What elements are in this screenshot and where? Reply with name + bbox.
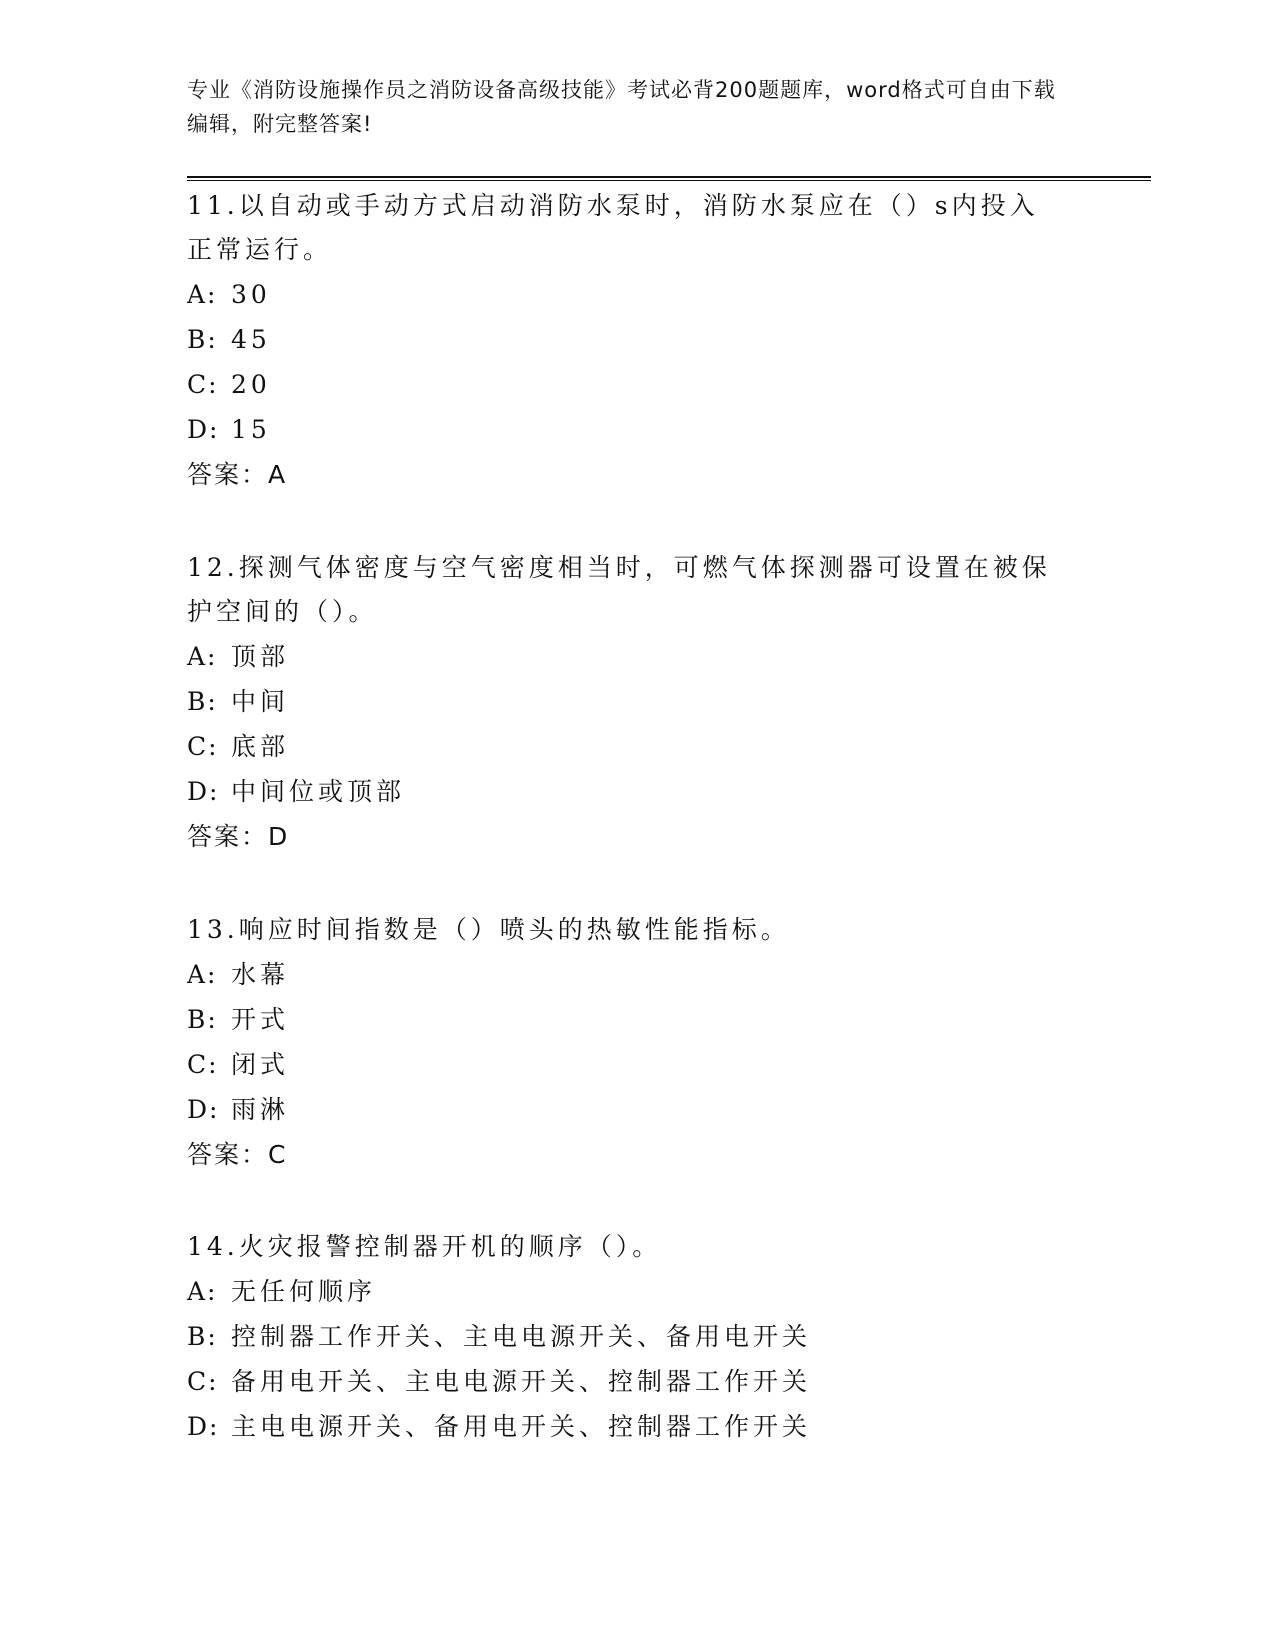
question-stem: 11.以自动或手动方式启动消防水泵时，消防水泵应在（）s内投入正常运行。 [187, 191, 1039, 264]
option-letter: C: [187, 370, 219, 399]
option-letter: B: [187, 325, 218, 354]
question-stem: 14.火灾报警控制器开机的顺序（）。 [187, 1232, 662, 1261]
option-letter: A: [187, 642, 218, 671]
option-text: 顶部 [231, 642, 290, 671]
option-letter: B: [187, 1005, 218, 1034]
option-text: 中间 [231, 687, 290, 716]
option-text: 无任何顺序 [231, 1277, 377, 1306]
option-letter: C: [187, 732, 219, 761]
option-d [187, 1404, 1067, 1449]
question-stem: 13.响应时间指数是（）喷头的热敏性能指标。 [187, 915, 790, 944]
answer-line: 答案：D [187, 822, 290, 851]
question-14 [187, 1225, 1067, 1449]
question-12 [187, 546, 1067, 859]
option-letter: D: [187, 777, 220, 806]
option-a [187, 634, 1067, 679]
option-letter: A: [187, 280, 218, 309]
option-letter: B: [187, 687, 218, 716]
option-c [187, 724, 1067, 769]
option-text: 开式 [231, 1005, 290, 1034]
option-d [187, 1087, 1067, 1132]
document-header: 专业《消防设施操作员之消防设备高级技能》考试必背200题题库，word格式可自由下载编辑，附完整答案! [187, 78, 1056, 136]
option-text: 备用电开关、主电电源开关、控制器工作开关 [231, 1367, 812, 1396]
option-text: 15 [231, 415, 271, 444]
option-b [187, 679, 1067, 724]
answer-line: 答案：C [187, 1140, 288, 1169]
option-text: 控制器工作开关、主电电源开关、备用电开关 [231, 1322, 812, 1351]
option-c [187, 362, 1067, 407]
header-divider [187, 176, 1151, 181]
option-letter: C: [187, 1367, 219, 1396]
option-c [187, 1042, 1067, 1087]
option-text: 主电电源开关、备用电开关、控制器工作开关 [231, 1412, 812, 1441]
question-stem: 12.探测气体密度与空气密度相当时，可燃气体探测器可设置在被保护空间的（）。 [187, 553, 1051, 626]
option-a [187, 1269, 1067, 1314]
option-text: 水幕 [231, 960, 290, 989]
option-text: 雨淋 [231, 1095, 290, 1124]
option-letter: B: [187, 1322, 218, 1351]
option-letter: D: [187, 415, 220, 444]
option-d [187, 769, 1067, 814]
option-letter: C: [187, 1050, 219, 1079]
option-a [187, 952, 1067, 997]
question-11 [187, 184, 1067, 497]
option-a [187, 272, 1067, 317]
question-13 [187, 908, 1067, 1177]
option-letter: A: [187, 960, 218, 989]
option-text: 中间位或顶部 [231, 777, 406, 806]
option-letter: D: [187, 1095, 220, 1124]
answer-line: 答案：A [187, 460, 288, 489]
option-text: 45 [231, 325, 271, 354]
option-text: 30 [231, 280, 271, 309]
option-letter: D: [187, 1412, 220, 1441]
option-d [187, 407, 1067, 452]
option-b [187, 997, 1067, 1042]
option-letter: A: [187, 1277, 218, 1306]
option-b [187, 1314, 1067, 1359]
option-text: 底部 [231, 732, 290, 761]
option-text: 闭式 [231, 1050, 290, 1079]
option-text: 20 [231, 370, 271, 399]
option-b [187, 317, 1067, 362]
option-c [187, 1359, 1067, 1404]
